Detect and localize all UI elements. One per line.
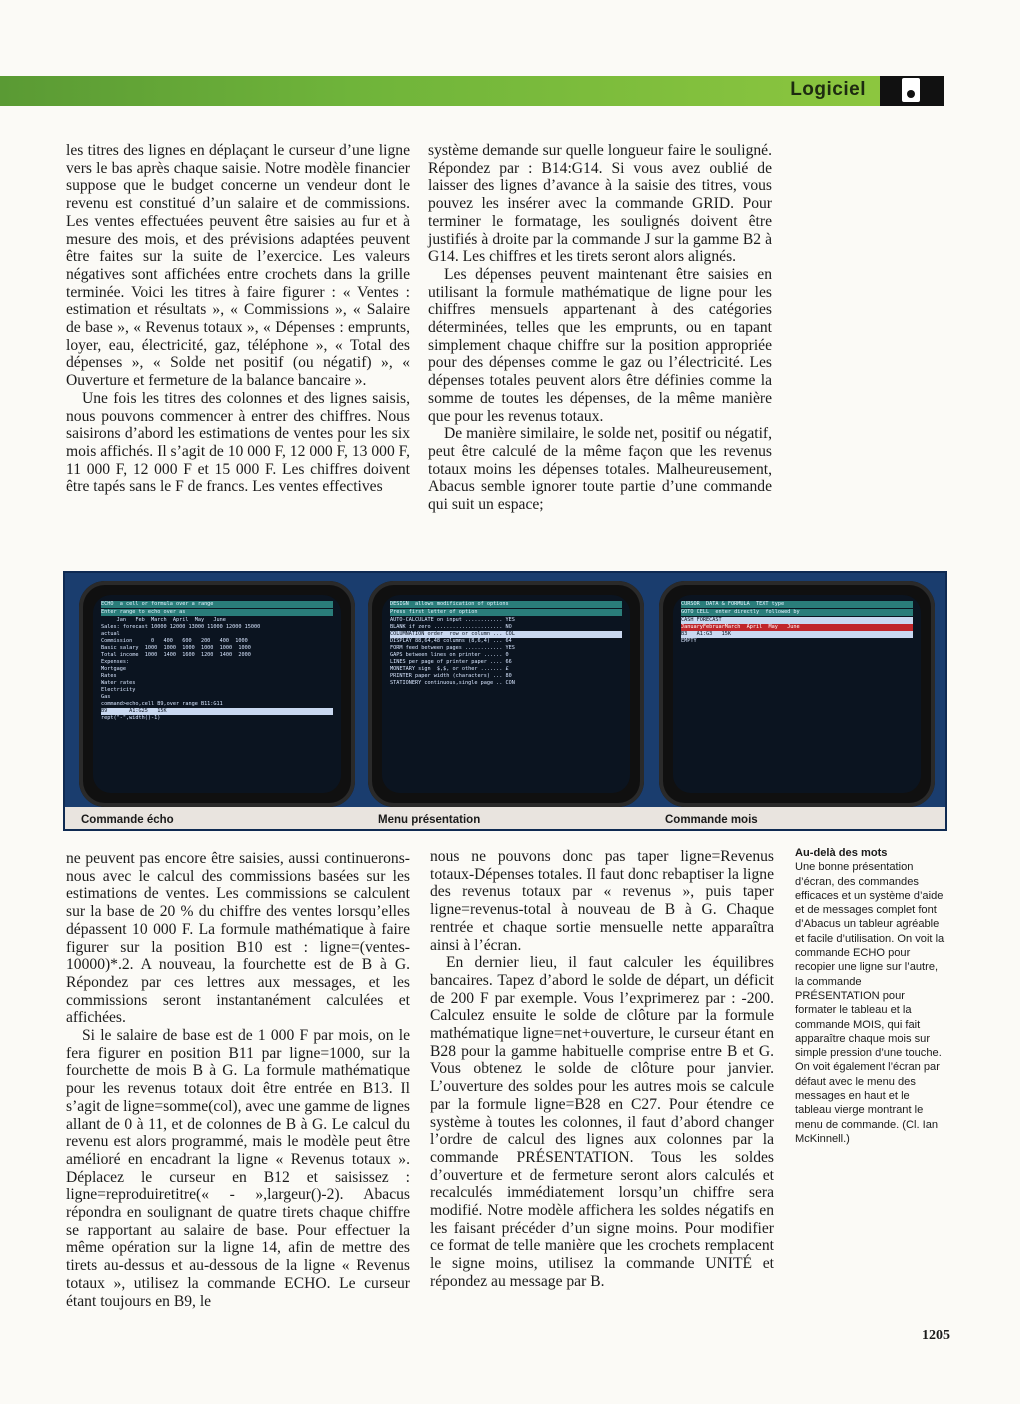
sidebar-caption: [795, 846, 947, 1146]
caption-echo: Commande écho: [81, 814, 174, 826]
sidebar-title: Au-delà des mots: [795, 847, 888, 859]
screen-line: JanuaryFebruarMarch April May June: [681, 624, 913, 631]
screen-presentation: [382, 595, 630, 793]
paragraph: Si le salaire de base est de 1 000 F par mois, on le fera figurer en position B11 par ligne=1000, sur la fourchette de mois B à G. La formule mathématique pour les revenus totaux doit être entrée en B13. Il s’agit de ligne=somme(col), avec une gamme de lignes allant de 0 à 11, et de colonnes de B à G. Le calcul du revenu est alors programmé, mais le modèle peut être amélioré en encadrant la ligne « Revenus totaux ». Déplacez le curseur en B12 et saisissez : ligne=reproduiretitre(« - »,largeur()-2). Abacus répondra en soulignant de quatre tirets chaque chiffre se rapportant au salaire de base. Pour effectuer la même opération sur la ligne 14, afin de mettre des tirets au-dessus et au-dessous de la ligne « Revenus totaux », utilisez la commande ECHO. Le curseur étant toujours en B9, le: [66, 1027, 410, 1310]
section-label: Logiciel: [790, 79, 866, 100]
monitor-presentation: [368, 581, 644, 807]
screen-line: COLUMNATION order row or column ... COL: [390, 631, 622, 638]
paragraph: les titres des lignes en déplaçant le curseur d’une ligne vers le bas après chaque saisie. Notre modèle financier suppose que le budget concerne un vendeur dont le revenu est constitué d’un salaire et de commissions. Les ventes effectuées peuvent être saisies au fur et à mesure des mois, et des prévisions adaptées peuvent être faites sur la suite de l’exercice. Les valeurs négatives sont affichées entre crochets dans la grille terminée. Voici les titres à faire figurer : « Ventes : estimation et résultats », « Commissions », « Salaire de base », « Revenus totaux », « Dépenses : emprunts, loyer, eau, électricité, gaz, téléphone », « Total des dépenses », « Solde net positif (ou négatif) », « Ouverture et fermeture de la balance bancaire ».: [66, 142, 410, 390]
paragraph: En dernier lieu, il faut calculer les équilibres bancaires. Tapez d’abord le solde de départ, un déficit de 200 F par exemple. Vous l’exprimerez par : -200. Calculez ensuite le solde de clôture par la formule mathématique ligne=net+ouverture, le curseur étant en B28 pour la gamme habituelle comprise entre B et G. Vous obtenez le solde de clôture pour janvier. L’ouverture des soldes pour les autres mois se calcule par la formule ligne=B28 en C27. Pour étendre ce système à toutes les colonnes, il faut d’abord changer l’ordre de calcul des lignes aux colonnes par la commande PRÉSENTATION. Tous les soldes d’ouverture et de fermeture seront alors calculés et recalculés immédiatement lorsqu’un chiffre sera modifié. Notre modèle affichera les soldes négatifs en les faisant précéder d’un signe moins. Pour modifier ce format de telle manière que les crochets remplacent le signe moins, utilisez la commande UNITÉ et répondez au message par B.: [430, 954, 774, 1290]
paragraph: Une fois les titres des colonnes et des lignes saisis, nous pouvons commencer à entrer des chiffres. Nous saisirons d’abord les estimations de ventes pour les six mois affichés. Il s’agit de 10 000 F, 12 000 F, 13 000 F, 11 000 F, 12 000 F et 15 000 F. Les chiffres doivent être tapés sans le F de francs. Les ventes effectives: [66, 389, 410, 496]
screen-line: AUTO-CALCULATE on input ............ YES: [390, 617, 515, 623]
screen-line: STATIONERY continuous,single page .. CON: [390, 680, 515, 686]
screen-line: actual: [101, 631, 120, 637]
floppy-disk-icon: [880, 76, 944, 106]
column-right-bottom: [430, 848, 774, 1291]
screen-line: Rates: [101, 673, 117, 679]
screen-line: B9 A1:G25 15K: [101, 708, 333, 715]
paragraph: nous ne pouvons donc pas taper ligne=Revenus totaux-Dépenses totales. Il faut donc rebaptiser la ligne des revenus totaux par « revenus », puis taper ligne=revenus-total à nouveau de B à G. Chaque rentrée et chaque sortie mensuelle nette apparaîtra ainsi à l’écran.: [430, 848, 774, 954]
section-header-band: [0, 76, 880, 106]
column-left-bottom: [66, 850, 410, 1310]
paragraph: Les dépenses peuvent maintenant être saisies en utilisant la formule mathématique de ligne pour les chiffres mensuels appartenant à des catégories déterminées, telles que les emprunts, ou en tapant simplement chaque chiffre sur la position appropriée pour des dépenses comme le gaz ou l’électricité. Les dépenses totales peuvent alors être définies comme la somme de toutes les dépenses, de la même manière que pour les revenus totaux.: [428, 265, 772, 425]
page-number: 1205: [922, 1328, 950, 1343]
screen-line: B3 A1:G3 15K: [681, 631, 913, 638]
screen-line: GAPS between lines on printer ...... 0: [390, 652, 509, 658]
column-right-top: [428, 142, 772, 514]
screen-line: Water rates: [101, 680, 136, 686]
paragraph: ne peuvent pas encore être saisies, aussi continuerons-nous avec le calcul des commissions basées sur les estimations de ventes. Les commissions se calculent sur la base de 20 % du chiffre des ventes lorsqu’elles dépassent 10 000 F. La formule mathématique à faire figurer sur la position B10 est : ligne=(ventes-10000)*.2. A nouveau, la fourchette est de B à G. Répondez par ces lettres aux messages, et les commissions seront instantanément calculées et affichées.: [66, 850, 410, 1027]
screen-line: BLANK if zero ...................... NO: [390, 624, 512, 630]
screen-line: CURSOR DATA & FORMULA TEXT type: [681, 601, 913, 608]
screen-line: Sales: forecast 10000 12000 13000 11000 12000 15000: [101, 624, 261, 630]
screen-line: MONETARY sign $,$, or other ....... £: [390, 666, 509, 672]
screen-line: GOTO CELL enter directly followed by: [681, 609, 913, 616]
caption-strip: [65, 807, 945, 829]
caption-presentation: Menu présentation: [378, 814, 481, 826]
monitor-mois: [659, 581, 935, 807]
screen-line: LINES per page of printer paper .... 66: [390, 659, 512, 665]
paragraph: système demande sur quelle longueur faire le souligné. Répondez par : B14:G14. Si vous avez oublié de laisser des lignes d’avance à la saisie des titres, vous pouvez les insérer avec la commande GRID. Pour terminer le formatage, les soulignés doivent être justifiés à droite par la commande J sur la gamme B2 à G14. Les chiffres et les tirets seront alors alignés.: [428, 142, 772, 266]
screen-echo: [93, 595, 341, 793]
screen-line: Enter range to echo over as: [101, 609, 333, 616]
monitor-echo: [79, 581, 355, 807]
screenshots-figure: [63, 571, 947, 831]
screen-line: CASH FORECAST: [681, 617, 913, 624]
screen-line: Commission 0 400 600 200 400 1000: [101, 638, 248, 644]
sidebar-body: Une bonne présentation d’écran, des commandes efficaces et un système d’aide et de messages complet font d’Abacus un tableur agréable et facile d’utilisation. On voit la commande ECHO pour recopier une ligne sur l’autre, la commande PRÉSENTATION pour formater le tableau et la commande MOIS, qui fait apparaître chaque mois sur simple pression d’une touche. On voit également l’écran par défaut avec le menu des messages en haut et le tableau vierge montrant le menu de commande. (Cl. Ian McKinnell.): [795, 861, 945, 1145]
screen-line: Expenses:: [101, 659, 130, 665]
screen-line: Mortgage: [101, 666, 126, 672]
screen-line: DESIGN allows modification of options: [390, 601, 622, 608]
screen-line: command>echo,cell B9,over range B11:G11: [101, 701, 223, 707]
screen-line: FORM feed between pages ............ YES: [390, 645, 515, 651]
screen-line: ECHO a cell or formula over a range: [101, 601, 333, 608]
floppy-hole: [907, 90, 915, 98]
caption-mois: Commande mois: [665, 814, 758, 826]
screen-mois: [673, 595, 921, 793]
screen-line: Electricity: [101, 687, 136, 693]
screen-line: DISPLAY 88,64,48 columns (8,6,4) ... 64: [390, 638, 512, 644]
screen-line: Total income 1000 1400 1600 1200 1400 2000: [101, 652, 251, 658]
screen-line: Press first letter of option: [390, 609, 622, 616]
screen-line: EMPTY: [681, 638, 697, 644]
screen-line: rept("-",width()-1): [101, 715, 161, 721]
column-left-top: [66, 142, 410, 496]
screen-line: Jan Feb March April May June: [101, 617, 226, 623]
screen-line: Gas: [101, 694, 111, 700]
screen-line: Basic salary 1000 1000 1000 1000 1000 1000: [101, 645, 251, 651]
paragraph: De manière similaire, le solde net, positif ou négatif, peut être calculé de la même façon que les revenus totaux moins les dépenses totales. Malheureusement, Abacus semble ignorer toute partie d’une commande qui suit un espace;: [428, 425, 772, 514]
screen-line: PRINTER paper width (characters) ... 80: [390, 673, 512, 679]
